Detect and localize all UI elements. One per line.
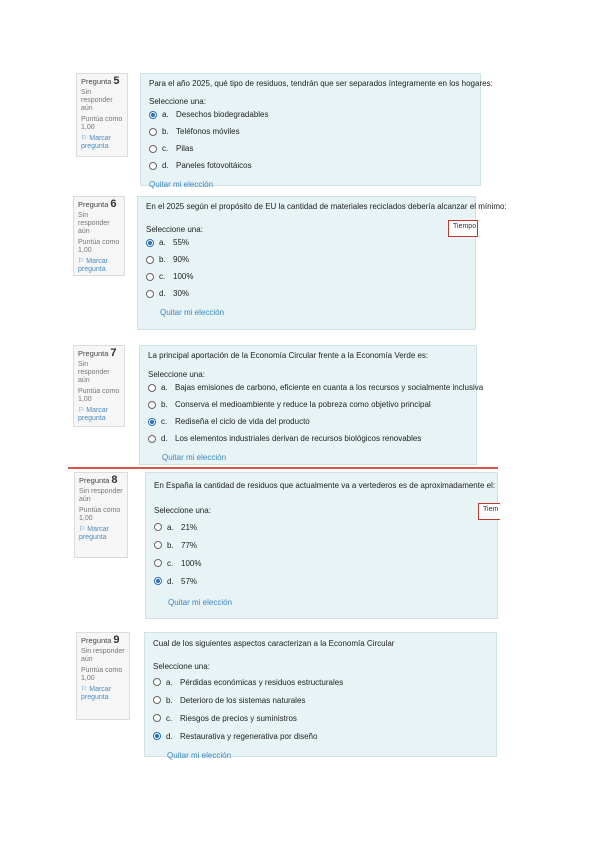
radio-selected-icon[interactable] xyxy=(154,577,162,585)
question-heading: Pregunta 5 xyxy=(81,75,120,87)
question-heading: Pregunta 7 xyxy=(78,347,117,359)
answer-option-c[interactable]: c. 100% xyxy=(154,554,489,572)
question-content xyxy=(139,345,484,465)
answer-option-c[interactable]: c. Rediseña el ciclo de vida del producto xyxy=(148,413,468,430)
clear-choice-link[interactable]: Quitar mi elección xyxy=(162,453,227,462)
clear-choice-link[interactable]: Quitar mi elección xyxy=(168,598,233,607)
radio-icon[interactable] xyxy=(149,128,157,136)
answer-prompt: Seleccione una: xyxy=(146,225,203,234)
radio-icon[interactable] xyxy=(153,678,161,686)
question-state: Sin responder aún xyxy=(79,488,123,503)
question-heading: Pregunta 8 xyxy=(79,474,118,486)
flag-question-link[interactable]: ⚐ Marcar pregunta xyxy=(81,686,112,701)
question-text: En el 2025 según el propósito de EU la cantidad de materiales reciclados debería alcanzar el mínimo: xyxy=(146,202,507,211)
radio-selected-icon[interactable] xyxy=(148,418,156,426)
radio-icon[interactable] xyxy=(153,714,161,722)
question-content xyxy=(145,472,498,619)
flag-question-link[interactable]: ⚐ Marcar pregunta xyxy=(79,526,110,541)
answer-option-a[interactable]: a. Pérdidas económicas y residuos estructurales xyxy=(153,673,488,691)
timer-box: Tiem xyxy=(478,503,500,520)
answer-option-b[interactable]: b. 77% xyxy=(154,536,489,554)
question-score: Puntúa como 1,00 xyxy=(78,239,120,254)
answer-option-a[interactable]: a. Bajas emisiones de carbono, eficiente en cuanta a los recursos y socialmente inclusiva xyxy=(148,379,468,396)
radio-icon[interactable] xyxy=(149,145,157,153)
clear-choice-link[interactable]: Quitar mi elección xyxy=(160,308,225,317)
radio-icon[interactable] xyxy=(148,384,156,392)
answer-option-b[interactable]: b. Teléfonos móviles xyxy=(149,123,472,140)
question-text: Para el año 2025, qué tipo de residuos, tendrán que ser separados íntegramente en los hogares: xyxy=(149,79,493,88)
divider-bar xyxy=(68,467,498,469)
question-heading: Pregunta 9 xyxy=(81,634,120,646)
question-info xyxy=(76,73,128,157)
answer-prompt: Seleccione una: xyxy=(154,506,211,515)
answer-prompt: Seleccione una: xyxy=(148,370,205,379)
answer-prompt: Seleccione una: xyxy=(149,97,206,106)
flag-icon: ⚐ xyxy=(78,407,85,414)
question-state: Sin responder aún xyxy=(78,361,110,384)
answer-option-a[interactable]: a. 55% xyxy=(146,234,467,251)
radio-icon[interactable] xyxy=(149,162,157,170)
answer-option-c[interactable]: c. 100% xyxy=(146,268,467,285)
question-score: Puntúa como 1,00 xyxy=(78,388,120,403)
answer-option-b[interactable]: b. Deterioro de los sistemas naturales xyxy=(153,691,488,709)
radio-icon[interactable] xyxy=(154,541,162,549)
question-text: La principal aportación de la Economía Circular frente a la Economía Verde es: xyxy=(148,351,429,360)
radio-icon[interactable] xyxy=(154,559,162,567)
flag-icon: ⚐ xyxy=(79,526,86,533)
timer-box: Tiempo xyxy=(448,220,478,237)
question-info xyxy=(74,472,128,558)
question-score: Puntúa como 1,00 xyxy=(81,667,123,682)
radio-icon[interactable] xyxy=(146,273,154,281)
answer-option-d[interactable]: d. Paneles fotovoltáicos xyxy=(149,157,472,174)
answer-prompt: Seleccione una: xyxy=(153,662,210,671)
answer-option-d[interactable]: d. Los elementos industriales derivan de recursos biológicos renovables xyxy=(148,430,468,447)
answer-option-a[interactable]: a. 21% xyxy=(154,518,489,536)
question-heading: Pregunta 6 xyxy=(78,198,117,210)
question-content xyxy=(137,196,507,330)
radio-selected-icon[interactable] xyxy=(146,239,154,247)
answer-option-b[interactable]: b. 90% xyxy=(146,251,467,268)
radio-icon[interactable] xyxy=(154,523,162,531)
answer-option-a[interactable]: a. Desechos biodegradables xyxy=(149,106,472,123)
radio-selected-icon[interactable] xyxy=(149,111,157,119)
answer-option-b[interactable]: b. Conserva el medioambiente y reduce la pobreza como objetivo principal xyxy=(148,396,468,413)
flag-question-link[interactable]: ⚐ Marcar pregunta xyxy=(78,407,109,422)
question-content xyxy=(140,73,493,189)
radio-icon[interactable] xyxy=(146,290,154,298)
clear-choice-link[interactable]: Quitar mi elección xyxy=(167,751,232,760)
question-score: Puntúa como 1,00 xyxy=(81,116,123,131)
question-info xyxy=(76,632,130,720)
question-text: En España la cantidad de residuos que actualmente va a vertederos es de aproximadamente el: xyxy=(154,481,496,490)
question-info xyxy=(73,345,125,427)
question-content xyxy=(144,632,497,760)
radio-selected-icon[interactable] xyxy=(153,732,161,740)
radio-icon[interactable] xyxy=(146,256,154,264)
flag-icon: ⚐ xyxy=(78,258,85,265)
radio-icon[interactable] xyxy=(148,401,156,409)
answer-option-d[interactable]: d. 30% xyxy=(146,285,467,302)
answer-option-c[interactable]: c. Riesgos de precios y suministros xyxy=(153,709,488,727)
question-state: Sin responder aún xyxy=(81,648,125,663)
answer-option-d[interactable]: d. 57% xyxy=(154,572,489,590)
flag-question-link[interactable]: ⚐ Marcar pregunta xyxy=(78,258,109,273)
radio-icon[interactable] xyxy=(153,696,161,704)
question-state: Sin responder aún xyxy=(78,212,110,235)
radio-icon[interactable] xyxy=(148,435,156,443)
question-score: Puntúa como 1,00 xyxy=(79,507,121,522)
flag-icon: ⚐ xyxy=(81,686,88,693)
question-state: Sin responder aún xyxy=(81,89,113,112)
flag-icon: ⚐ xyxy=(81,135,88,142)
answer-option-d[interactable]: d. Restaurativa y regenerativa por diseño xyxy=(153,727,488,745)
answer-option-c[interactable]: c. Pilas xyxy=(149,140,472,157)
flag-question-link[interactable]: ⚐ Marcar pregunta xyxy=(81,135,112,150)
question-info xyxy=(73,196,125,276)
clear-choice-link[interactable]: Quitar mi elección xyxy=(149,180,214,189)
question-text: Cual de los siguientes aspectos caracterizan a la Economía Circular xyxy=(153,639,395,648)
